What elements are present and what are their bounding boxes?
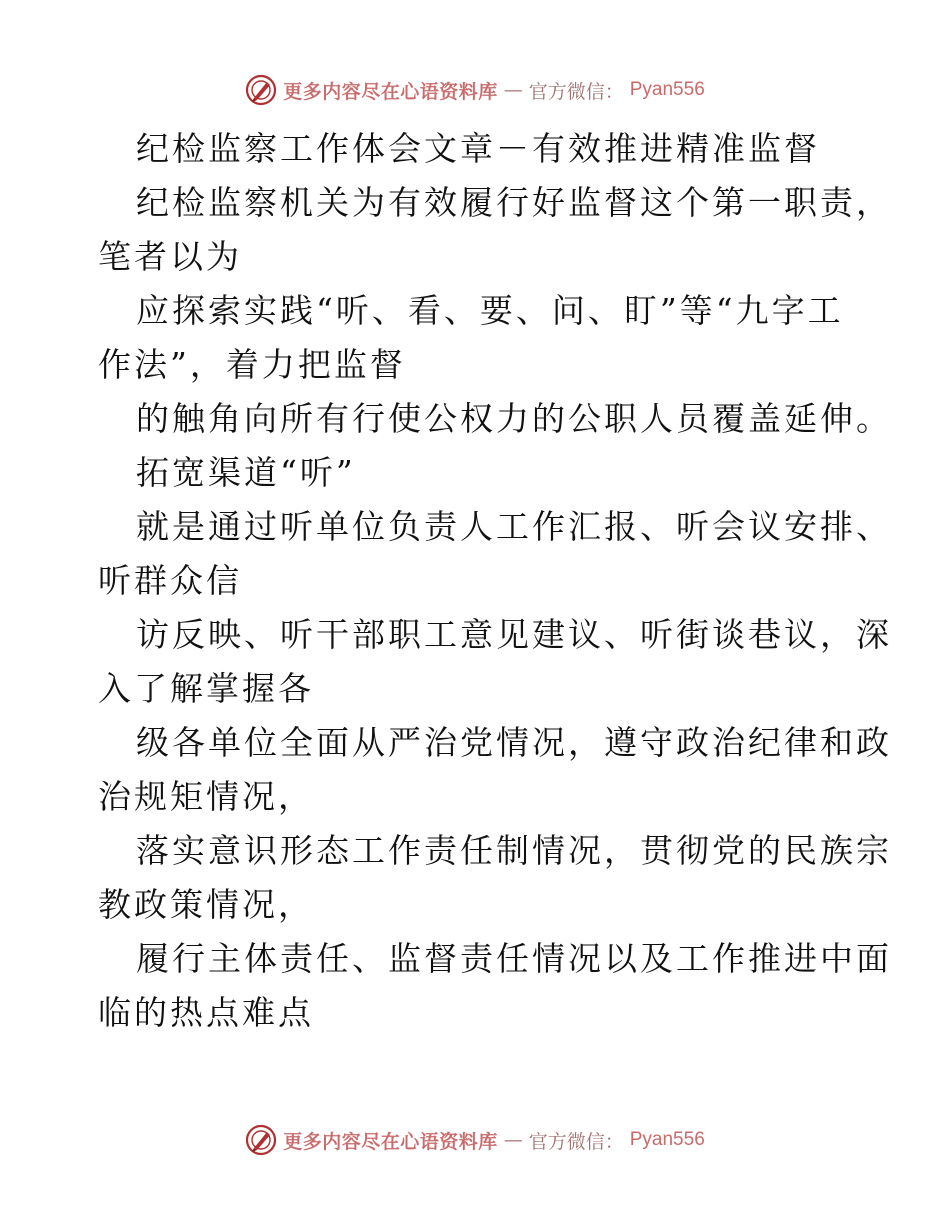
banner-wechat-id: Pyan556 (629, 1129, 705, 1150)
banner-wechat-label: 官方微信： (528, 1130, 624, 1153)
text-line: 就是通过听单位负责人工作汇报、听会议安排、 (136, 507, 892, 546)
header-banner (0, 70, 950, 110)
text-line: 纪检监察机关为有效履行好监督这个第一职责， (136, 183, 892, 222)
document-body (98, 122, 892, 1040)
section-heading: 拓宽渠道“听” (136, 453, 356, 492)
text-line: 履行主体责任、监督责任情况以及工作推进中面 (136, 939, 892, 978)
pen-logo-icon (245, 1124, 277, 1156)
text-line: 访反映、听干部职工意见建议、听街谈巷议，深 (136, 615, 892, 654)
text-line: 听群众信 (98, 561, 242, 600)
text-line: 教政策情况， (98, 885, 314, 924)
text-line: 治规矩情况， (98, 777, 314, 816)
footer-banner (0, 1120, 950, 1160)
banner-separator: — (503, 1129, 523, 1151)
text-line: 作法”，着力把监督 (98, 345, 406, 384)
text-line: 入了解掌握各 (98, 669, 314, 708)
text-line: 临的热点难点 (98, 993, 314, 1032)
text-line: 级各单位全面从严治党情况，遵守政治纪律和政 (136, 723, 892, 762)
pen-logo-icon (245, 74, 277, 106)
banner-wechat-id: Pyan556 (629, 79, 705, 100)
banner-wechat-label: 官方微信： (528, 80, 624, 103)
banner-separator: — (503, 79, 523, 101)
text-line: 笔者以为 (98, 237, 242, 276)
text-line: 落实意识形态工作责任制情况，贯彻党的民族宗 (136, 831, 892, 870)
banner-title: 更多内容尽在心语资料库 (283, 1130, 498, 1153)
text-line: 的触角向所有行使公权力的公职人员覆盖延伸。 (136, 399, 892, 438)
banner-title: 更多内容尽在心语资料库 (283, 80, 498, 103)
document-title: 纪检监察工作体会文章－有效推进精准监督 (136, 129, 820, 168)
text-line: 应探索实践“听、看、要、问、盯”等“九字工 (136, 291, 844, 330)
